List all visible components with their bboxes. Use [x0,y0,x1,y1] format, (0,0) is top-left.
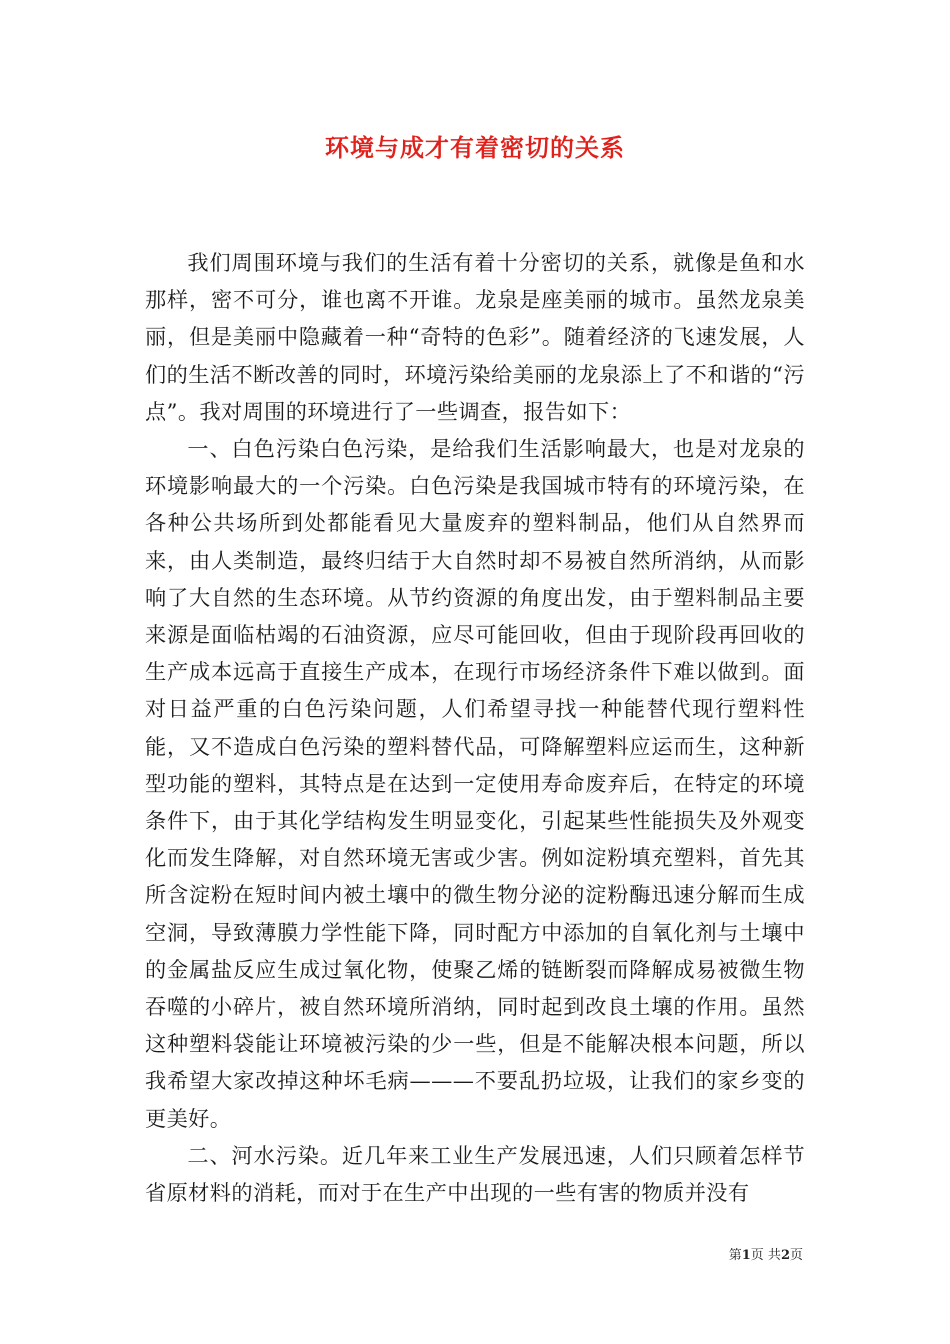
footer-middle: 页 共 [750,1248,781,1263]
footer-suffix: 页 [789,1248,803,1263]
paragraph-river-pollution: 二、河水污染。近几年来工业生产发展迅速，人们只顾着怎样节省原材料的消耗，而对于在生产中出现的一些有害的物质并没有 [145,1142,805,1206]
document-body [145,244,805,1211]
current-page-number: 1 [741,1248,751,1263]
paragraph-white-pollution: 一、白色污染白色污染，是给我们生活影响最大，也是对龙泉的环境影响最大的一个污染。白色污染是我国城市特有的环境污染，在各种公共场所到处都能看见大量废弃的塑料制品，他们从自然界而来，由人类制造，最终归结于大自然时却不易被自然所消纳，从而影响了大自然的生态环境。从节约资源的角度出发，由于塑料制品主要来源是面临枯竭的石油资源，应尽可能回收，但由于现阶段再回收的生产成本远高于直接生产成本，在现行市场经济条件下难以做到。面对日益严重的白色污染问题，人们希望寻找一种能替代现行塑料性能，又不造成白色污染的塑料替代品，可降解塑料应运而生，这种新型功能的塑料，其特点是在达到一定使用寿命废弃后，在特定的环境条件下，由于其化学结构发生明显变化，引起某些性能损失及外观变化而发生降解，对自然环境无害或少害。例如淀粉填充塑料，首先其所含淀粉在短时间内被土壤中的微生物分泌的淀粉酶迅速分解而生成空洞，导致薄膜力学性能下降，同时配方中添加的自氧化剂与土壤中的金属盐反应生成过氧化物，使聚乙烯的链断裂而降解成易被微生物吞噬的小碎片，被自然环境所消纳，同时起到改良土壤的作用。虽然这种塑料袋能让环境被污染的少一些，但是不能解决根本问题，所以我希望大家改掉这种坏毛病———不要乱扔垃圾，让我们的家乡变的更美好。 [145,436,805,1131]
paragraph-intro: 我们周围环境与我们的生活有着十分密切的关系，就像是鱼和水那样，密不可分，谁也离不开谁。龙泉是座美丽的城市。虽然龙泉美丽，但是美丽中隐藏着一种“奇特的色彩”。随着经济的飞速发展，人们的生活不断改善的同时，环境污染给美丽的龙泉添上了不和谐的“污点”。我对周围的环境进行了一些调查，报告如下： [145,250,805,424]
page-number-footer [729,1247,803,1265]
document-title: 环境与成才有着密切的关系 [325,133,625,162]
footer-prefix: 第 [728,1248,742,1263]
total-page-number: 2 [780,1248,790,1263]
